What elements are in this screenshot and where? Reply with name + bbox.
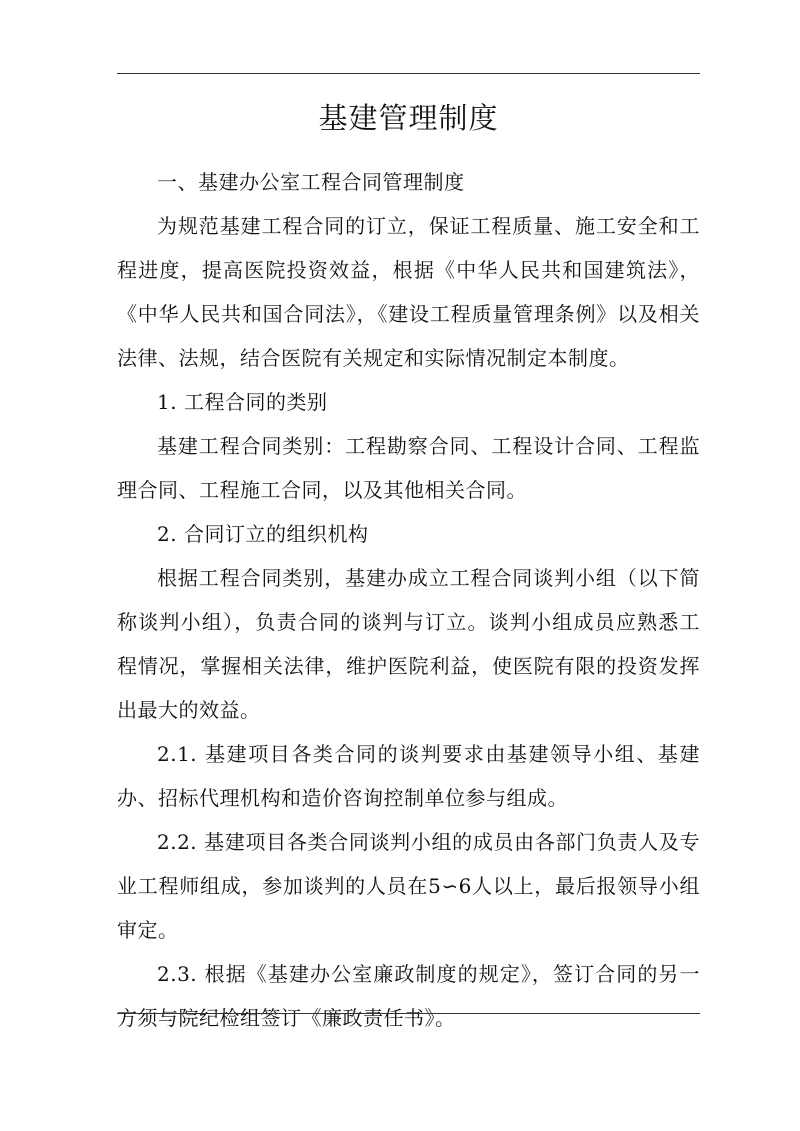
clause-2-1: 2.1. 基建项目各类合同的谈判要求由基建领导小组、基建办、招标代理机构和造价咨询控制单位参与组成。 [117,742,700,810]
header-rule [117,73,700,74]
document-body [117,160,700,1040]
clause-2-2: 2.2. 基建项目各类合同谈判小组的成员由各部门负责人及专业工程师组成，参加谈判的人员在5∽6人以上，最后报领导小组审定。 [117,830,700,942]
section-heading: 一、基建办公室工程合同管理制度 [157,170,465,194]
paragraph: 基建工程合同类别：工程勘察合同、工程设计合同、工程监理合同、工程施工合同，以及其他相关合同。 [117,434,700,502]
subsection-heading: 2. 合同订立的组织机构 [157,522,369,546]
paragraph: 为规范基建工程合同的订立，保证工程质量、施工安全和工程进度，提高医院投资效益，根据《中华人民共和国建筑法》，《中华人民共和国合同法》，《建设工程质量管理条例》以及相关法律、法规，结合医院有关规定和实际情况制定本制度。 [117,214,700,370]
clause-2-3: 2.3. 根据《基建办公室廉政制度的规定》，签订合同的另一方须与院纪检组签订《廉政责任书》。 [117,962,700,1030]
subsection-heading: 1. 工程合同的类别 [157,390,328,414]
paragraph: 根据工程合同类别，基建办成立工程合同谈判小组（以下简称谈判小组），负责合同的谈判与订立。谈判小组成员应熟悉工程情况，掌握相关法律，维护医院利益，使医院有限的投资发挥出最大的效益。 [117,566,700,722]
document-title: 基建管理制度 [318,101,499,135]
footer-rule [117,1013,700,1014]
